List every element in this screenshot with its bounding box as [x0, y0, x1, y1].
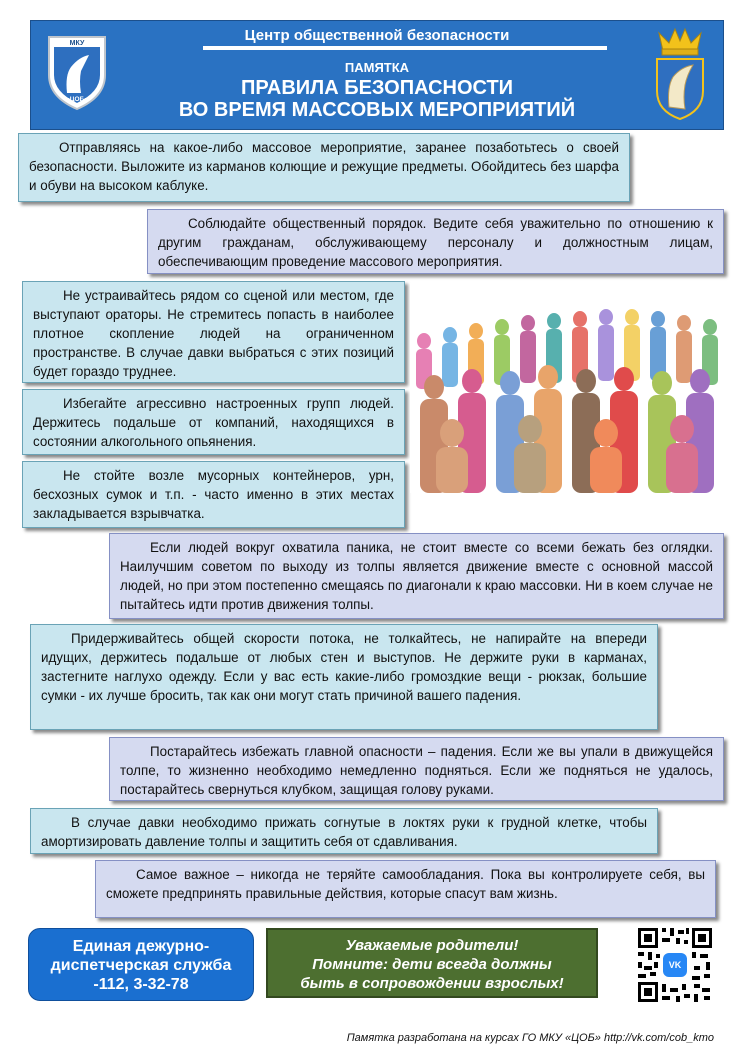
- city-coat-of-arms-icon: [653, 27, 707, 121]
- memo-label: ПАМЯТКА: [344, 60, 410, 75]
- duty-service-box: [28, 928, 254, 1001]
- vk-icon: VK: [663, 953, 687, 977]
- duty-phone: -112, 3-32-78: [93, 976, 189, 993]
- tip-card-1: Отправляясь на какое-либо массовое мероприятие, заранее позаботьтесь о своей безопасности. Выложите из карманов колющие и режущие предметы. Обойдитесь без шарфа и обуви на высоком каблуке.: [18, 133, 630, 202]
- tip-card-2: Соблюдайте общественный порядок. Ведите себя уважительно по отношению к другим гражданам, обслуживающему персоналу и должностным лицам, обеспечивающим проведение массового мероприятия.: [147, 209, 724, 274]
- parents-notice-box: [266, 928, 598, 998]
- duty-line-1: Единая дежурно-: [72, 938, 210, 955]
- tip-card-8: Постарайтесь избежать главной опасности – падения. Если же вы упали в движущейся толпе, то жизненно необходимо немедленно подняться. Если же подняться не удалось, постарайтесь свернуться клубком, защищая голову руками.: [109, 737, 724, 801]
- title-line-1: ПРАВИЛА БЕЗОПАСНОСТИ: [240, 77, 514, 99]
- emblem-top-text: МКУ: [69, 40, 85, 47]
- tip-card-9: В случае давки необходимо прижать согнутые в локтях руки к грудной клетке, чтобы амортизировать давление толпы и защитить себя от сдавливания.: [30, 808, 658, 854]
- header-banner: [30, 20, 724, 130]
- crowd-illustration: [410, 283, 724, 493]
- tip-card-4: Избегайте агрессивно настроенных групп людей. Держитесь подальше от компаний, находящихся в состоянии алкогольного опьянения.: [22, 389, 405, 455]
- header-divider: [203, 46, 607, 50]
- parents-line-3: быть в сопровождении взрослых!: [300, 975, 564, 992]
- tip-card-7: Придерживайтесь общей скорости потока, не толкайтесь, не напирайте на впереди идущих, держитесь подальше от любых стен и выступов. Не держите руки в карманах, застегните наглухо одежду. Если у вас есть какие-либо громоздкие вещи - рюкзак, большие сумки - их лучше бросить, так как они могут стать причиной вашего падения.: [30, 624, 658, 730]
- emblem-bottom-text: «ЦОБ»: [66, 96, 88, 103]
- tip-card-6: Если людей вокруг охватила паника, не стоит вместе со всеми бежать без оглядки. Наилучшим советом по выходу из толпы является движение вместе с основной массой людей, но при этом постепенно смещаясь по диагонали к краю массовки. Ни в коем случае не пытайтесь идти против движения толпы.: [109, 533, 724, 619]
- footer-credit: Памятка разработана на курсах ГО МКУ «ЦОБ» http://vk.com/cob_kmo: [346, 1032, 714, 1044]
- tip-card-5: Не стойте возле мусорных контейнеров, урн, бесхозных сумок и т.п. - часто именно в этих местах закладывается взрывчатка.: [22, 461, 405, 528]
- tip-card-3: Не устраивайтесь рядом со сценой или местом, где выступают ораторы. Не стремитесь попасть в наиболее плотное скопление людей на ограниченном пространстве. В случае давки выбраться с этих позиций будет гораздо труднее.: [22, 281, 405, 383]
- organization-emblem-icon: [45, 31, 109, 111]
- page-title: [31, 77, 723, 121]
- qr-code-icon[interactable]: [636, 926, 714, 1004]
- organization-name: Центр общественной безопасности: [244, 27, 510, 44]
- title-line-2: ВО ВРЕМЯ МАССОВЫХ МЕРОПРИЯТИЙ: [178, 99, 576, 121]
- parents-line-1: Уважаемые родители!: [345, 937, 519, 954]
- duty-line-2: диспетчерская служба: [50, 957, 232, 974]
- parents-line-2: Помните: дети всегда должны: [312, 956, 552, 973]
- tip-card-10: Самое важное – никогда не теряйте самообладания. Пока вы контролируете себя, вы сможете предпринять правильные действия, которые спасут вам жизнь.: [95, 860, 716, 918]
